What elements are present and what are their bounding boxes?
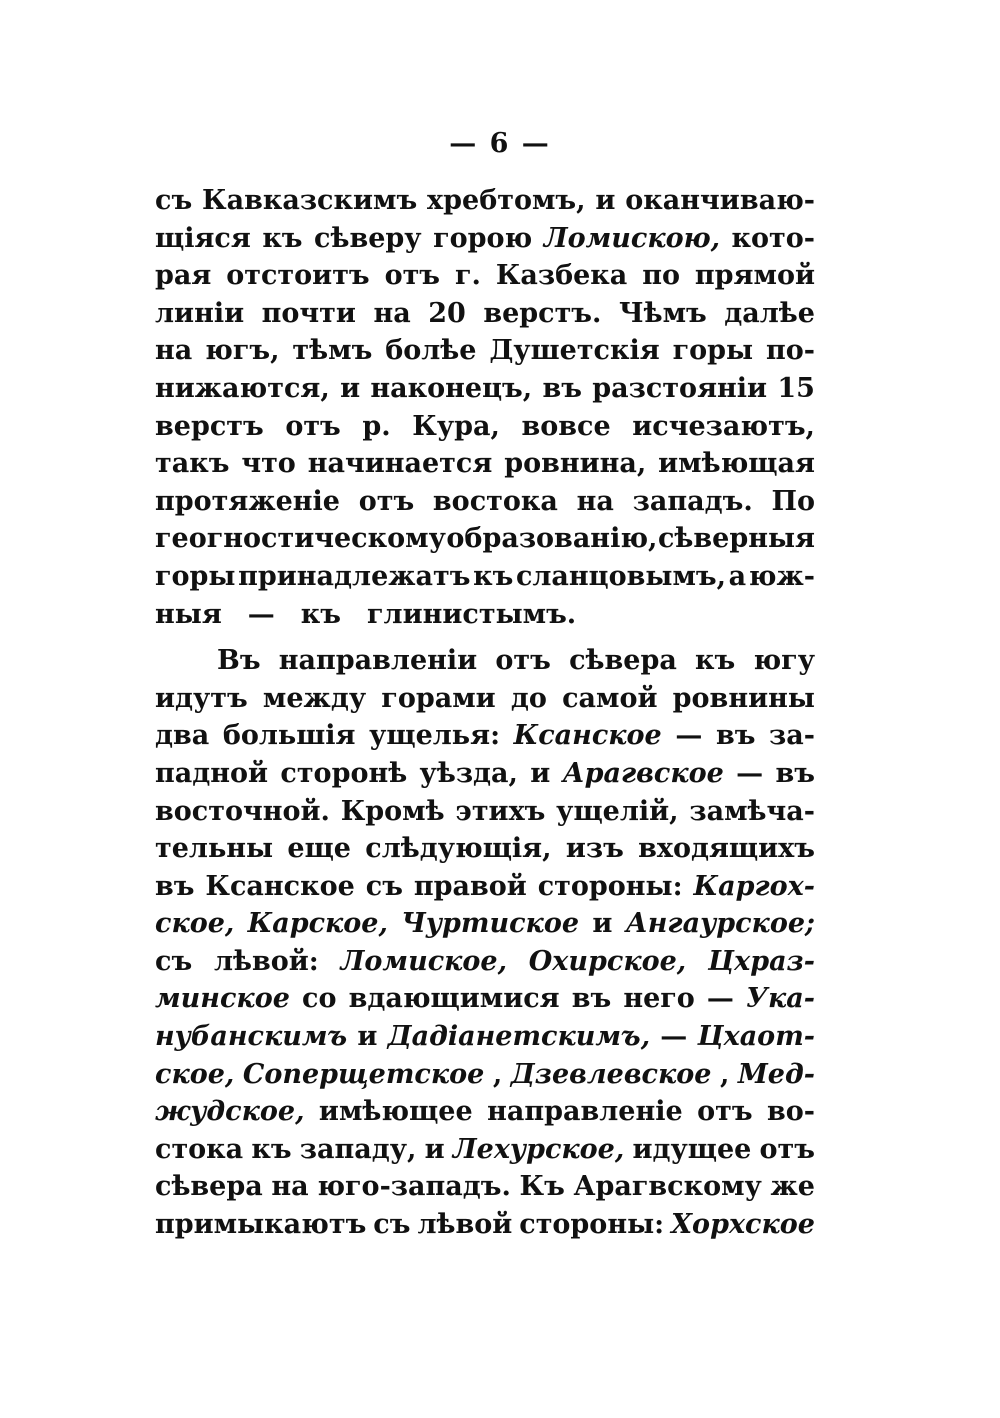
word: отъ [358,485,415,517]
word: верстъ. [483,297,602,329]
italic-word: Чуртиское [401,908,580,940]
word: болѣе [385,335,477,367]
word: — [675,720,703,752]
word: далѣе [724,297,815,329]
italic-word: Арагвское [562,757,724,789]
word: стока [155,1133,244,1165]
text-line [155,220,815,258]
word: горою [433,222,533,254]
text-line [155,868,815,906]
text-line [155,755,815,793]
word: щіяся [155,222,251,254]
italic-word: Ломискою, [543,222,721,254]
word: за- [769,720,815,752]
text-line [155,1018,815,1056]
italic-word: Каргох- [693,870,815,902]
word: съ [365,870,403,902]
word: прямой [694,260,815,292]
word: начинается [307,448,493,480]
word: горы [672,335,754,367]
word: еще [287,833,351,865]
word: сѣвера [569,645,677,677]
word: же [770,1171,815,1203]
word: него [623,983,695,1015]
word: югъ, [205,335,280,367]
word: въ [571,983,612,1015]
text-line [155,980,815,1018]
text-line [155,1131,815,1169]
italic-word: жудское, [155,1096,305,1128]
word: ущелій, [556,795,679,827]
word: востока [432,485,558,517]
word: этихъ [455,795,546,827]
text-line [155,520,815,558]
italic-word: Ксанское [513,720,662,752]
paragraph-gap [155,633,815,642]
word: По [771,485,815,517]
word: на [271,1171,309,1203]
word: почти [261,297,356,329]
word: — [706,983,734,1015]
word: — [660,1021,688,1053]
text-line [155,332,815,370]
word: уѣзда, [419,757,518,789]
word: сѣверу [314,222,422,254]
word: на [373,297,411,329]
word: разстояніи [592,372,768,404]
italic-word: нубанскимъ [155,1021,348,1053]
word: верстъ [155,410,264,442]
word: югу [753,645,815,677]
italic-word: Дзевлевское [510,1058,712,1090]
word: во- [767,1096,815,1128]
word: Въ [217,645,261,677]
word: слѣдующія, [365,833,552,865]
italic-word: Карское, [247,908,388,940]
word: въ [542,372,582,404]
italic-word: Лехурское, [452,1133,625,1165]
word: Кавказскимъ [202,185,418,216]
word: съ [373,1209,411,1241]
word: западъ. [632,485,753,517]
word: тельны [155,833,274,865]
word: и [340,372,361,404]
word: по- [766,335,815,367]
text-line [155,445,815,483]
word: входящихъ [638,833,815,865]
text-line [155,295,815,333]
word: съ [155,945,193,977]
word: исчезаютъ, [632,410,815,442]
word: линіи [155,297,245,329]
italic-word: Соперщетское [242,1058,485,1090]
word: къ [262,222,303,254]
word: принадлежатъ [238,560,471,592]
page-number: — 6 — [449,128,551,159]
word: тѣмъ [292,335,373,367]
word: къ [251,1133,292,1165]
italic-word: Цхаот- [697,1021,815,1053]
word: Къ [519,1171,565,1203]
text-line [155,182,815,220]
word: кото- [731,222,815,254]
word: 20 [428,297,466,329]
word: что [241,448,296,480]
word: западу, [299,1133,417,1165]
word: по [642,260,680,292]
text-line [155,370,815,408]
word: съ [155,185,193,216]
word: падной [155,757,269,789]
italic-word: Ука- [746,983,815,1015]
word: г. [454,260,481,292]
word: идущее [632,1133,752,1165]
word: сланцовымъ, [515,560,727,592]
word: горами [381,682,496,714]
text-line [155,1056,815,1094]
text-line [155,1168,815,1206]
text-line [155,830,815,868]
italic-word: Цхраз- [708,945,815,977]
word: на [576,485,614,517]
word: горы [155,560,236,592]
word: въ [715,720,756,752]
word: со [302,983,337,1015]
word: ровнина, [504,448,647,480]
word: примыкаютъ [155,1209,367,1241]
word: стороны: [537,870,683,902]
word: рая [155,260,212,292]
text-line [155,596,815,634]
word: а [728,560,747,592]
word: стороны: [519,1209,665,1241]
word: и [357,1021,378,1053]
text-line [155,483,815,521]
word: между [262,682,367,714]
word: восточной. [155,795,330,827]
word: и [530,757,551,789]
word: отъ [697,1096,753,1128]
word: геогностическому [155,523,446,555]
word: хребтомъ, [427,185,586,216]
word: Арагвскому [573,1171,762,1203]
text-line [155,257,815,295]
text-line [155,905,815,943]
text-line [155,793,815,831]
word: юж- [748,560,815,592]
word: лѣвой [417,1209,513,1241]
word: — [736,757,764,789]
text-line [155,1093,815,1131]
italic-word: Мед- [737,1058,815,1090]
body-text [155,182,815,1244]
word: имѣющая [658,448,815,480]
text-line [155,943,815,981]
word: изъ [565,833,624,865]
text-line [155,642,815,680]
word: самой [562,682,658,714]
word: Душетскія [489,335,660,367]
italic-word: Хорхское [671,1209,815,1241]
word: направленіе [487,1096,683,1128]
word: отстоитъ [226,260,370,292]
word: къ [695,645,736,677]
text-line [155,680,815,718]
word: нижаются, [155,372,330,404]
word: 15 [777,372,815,404]
word: отъ [285,410,341,442]
word: отъ [759,1133,815,1165]
word: — [247,598,275,630]
word: наконецъ, [370,372,533,404]
word: вдающимися [348,983,560,1015]
word: сѣверныя [657,523,815,555]
text-line [155,408,815,446]
word: юго-западъ. [317,1171,511,1203]
word: Ксанское [205,870,355,902]
word: образованію, [446,523,658,555]
italic-word: ское, [155,1058,235,1090]
word: ныя [155,598,222,630]
word: на [155,335,193,367]
text-line [155,1206,815,1244]
word: и [592,908,613,940]
word: сторонѣ [280,757,408,789]
text-line [155,558,815,596]
word: ровнины [672,682,815,714]
word: большія [222,720,356,752]
word: до [510,682,547,714]
italic-word: Ломиское, [340,945,507,977]
word: сѣвера [155,1171,263,1203]
text-line [155,717,815,755]
italic-word: ское, [155,908,235,940]
word: идутъ [155,682,248,714]
word: ущелья: [369,720,501,752]
word: такъ [155,448,230,480]
word: правой [413,870,527,902]
word: и [595,185,616,216]
word: къ [473,560,514,592]
word: въ [775,757,815,789]
word: Чѣмъ [618,297,707,329]
word: Кромѣ [340,795,445,827]
word: въ [155,870,195,902]
word: лѣвой: [213,945,319,977]
italic-word: Ангаурское; [625,908,815,940]
italic-word: Дадіанетскимъ, [387,1021,651,1053]
word: , [492,1058,503,1090]
word: отъ [495,645,551,677]
word: Кура, [412,410,500,442]
word: Казбека [495,260,628,292]
italic-word: Охирское, [528,945,687,977]
word: , [719,1058,730,1090]
word: глинистымъ. [367,598,577,630]
word: оканчиваю- [625,185,815,216]
word: р. [362,410,391,442]
word: протяженіе [155,485,340,517]
word: вовсе [521,410,611,442]
word: два [155,720,210,752]
word: имѣющее [318,1096,473,1128]
word: замѣча- [689,795,815,827]
word: и [424,1133,445,1165]
word: отъ [384,260,441,292]
word: направленіи [278,645,478,677]
italic-word: минское [155,983,290,1015]
word: къ [300,598,341,630]
